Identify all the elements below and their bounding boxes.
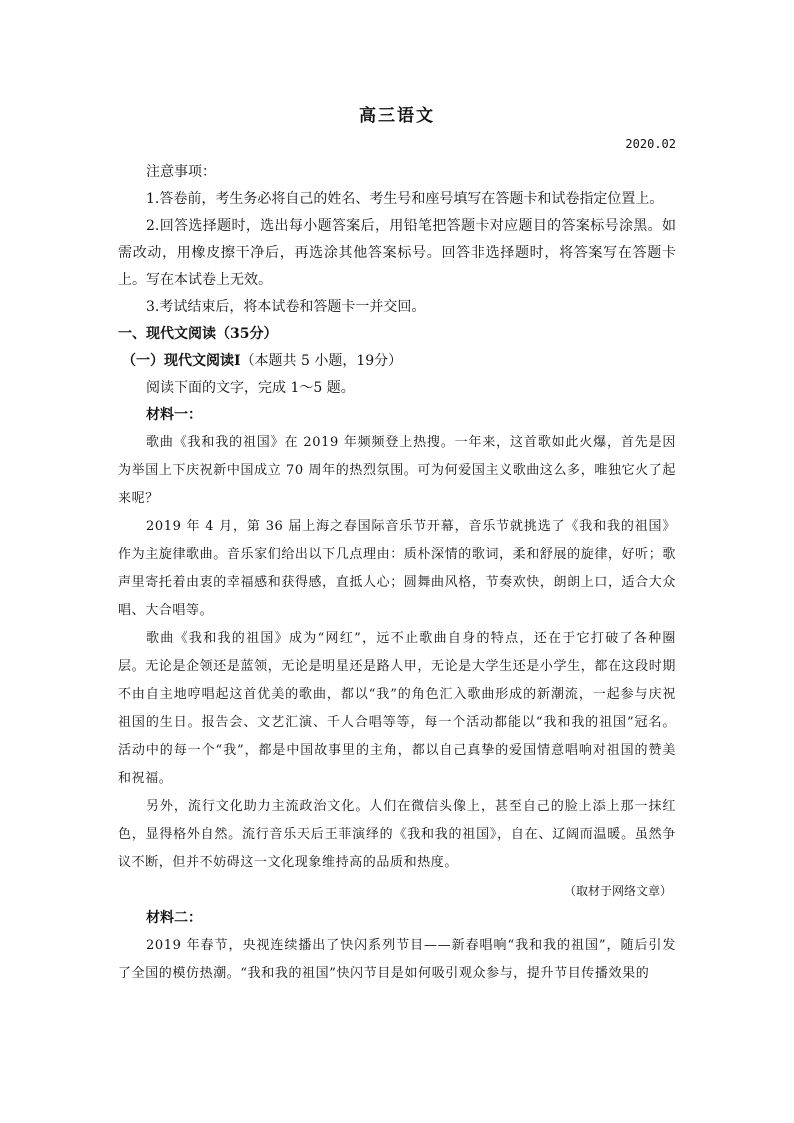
section-heading: 一、现代文阅读（35分） [118, 326, 278, 342]
notice-item: 1.答卷前，考生务必将自己的姓名、考生号和座号填写在答题卡和试卷指定位置上。 [146, 191, 664, 207]
subsection-title: （一）现代文阅读Ⅰ [122, 353, 241, 369]
material-paragraph: 2019 年春节，央视连续播出了快闪系列节目——新春唱响“我和我的祖国”，随后引发了全国的模仿热潮。“我和我的祖国”快闪节目是如何吸引观众参与，提升节目传播效果的 [118, 938, 676, 981]
material-paragraph: 另外，流行文化助力主流政治文化。人们在微信头像上，甚至自己的脸上添上那一抹红色，显得格外自然。流行音乐天后王菲演绎的《我和我的祖国》，自在、辽阔而温暖。虽然争议不断，但并不妨碍这一文化现象维持高的品质和热度。 [118, 799, 676, 870]
material-paragraph: 歌曲《我和我的祖国》成为“网红”，远不止歌曲自身的特点，还在于它打破了各种圈层。无论是企领还是蓝领，无论是明星还是路人甲，无论是大学生还是小学生，都在这段时期不由自主地哼唱起这首优美的歌曲，都以“我”的角色汇入歌曲形成的新潮流，一起参与庆祝祖国的生日。报告会、文艺汇演、千人合唱等等，每一个活动都能以“我和我的祖国”冠名。活动中的每一个“我”，都是中国故事里的主角，都以自己真挚的爱国情意唱响对祖国的赞美和祝福。 [118, 631, 676, 786]
material-paragraph: 歌曲《我和我的祖国》在 2019 年频频登上热搜。一年来，这首歌如此火爆，首先是因为举国上下庆祝新中国成立 70 周年的热烈氛围。可为何爱国主义歌曲这么多，唯独它火了起来呢？ [118, 435, 676, 506]
page-title: 高三语文 [359, 106, 435, 126]
notice-item: 3.考试结束后，将本试卷和答题卡一并交回。 [146, 299, 426, 315]
reading-instruction: 阅读下面的文字，完成 1～5 题。 [146, 380, 355, 396]
notice-item: 2.回答选择题时，选出每小题答案后，用铅笔把答题卡对应题目的答案标号涂黑。如需改动，用橡皮擦干净后，再选涂其他答案标号。回答非选择题时，将答案写在答题卡上。写在本试卷上无效。 [118, 218, 676, 288]
exam-date: 2020.02 [625, 137, 676, 151]
material-source: （取材于网络文章） [563, 884, 672, 898]
page-content [118, 159, 676, 988]
notice-heading: 注意事项： [146, 164, 216, 180]
subsection-note: （本题共 5 小题，19分） [240, 353, 403, 369]
material-paragraph: 2019 年 4 月，第 36 届上海之春国际音乐节开幕，音乐节就挑选了《我和我的祖国》作为主旋律歌曲。音乐家们给出以下几点理由：质朴深情的歌词，柔和舒展的旋律，好听；歌声里寄托着由衷的幸福感和获得感，直抵人心；圆舞曲风格，节奏欢快，朗朗上口，适合大众唱、大合唱等。 [118, 519, 676, 618]
material-label: 材料一： [146, 407, 202, 423]
material-label: 材料二： [146, 910, 202, 926]
subsection-heading [118, 348, 676, 375]
